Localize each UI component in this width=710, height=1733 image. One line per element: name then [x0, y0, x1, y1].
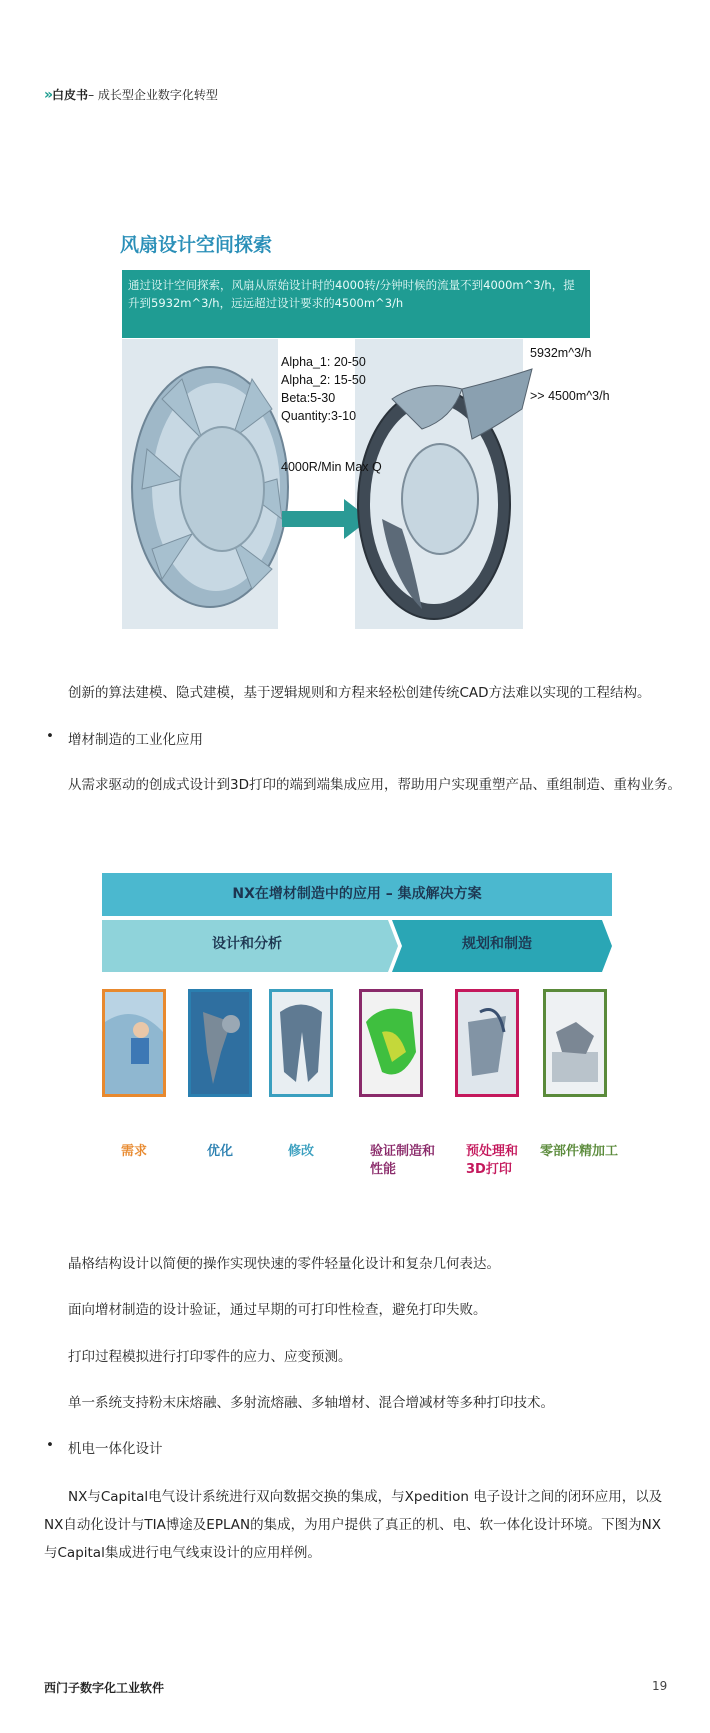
stage-label-optimize: 优化 — [206, 1144, 233, 1159]
chevron-right-icon: » — [44, 86, 51, 103]
param-beta: Beta:5-30 — [281, 391, 336, 405]
print-bed-icon — [458, 992, 516, 1094]
paragraph-6: 单一系统支持粉末床熔融、多射流熔融、多轴增材、混合增减材等多种打印技术。 — [68, 1395, 554, 1411]
paragraph-2: 从需求驱动的创成式设计到3D打印的端到端集成应用，帮助用户实现重塑产品、重组制造、重构业务。 — [68, 777, 681, 793]
stage-label-validate: 验证制造和性能 — [370, 1144, 436, 1177]
stage-label-modify: 修改 — [287, 1144, 314, 1159]
stage-label-requirement: 需求 — [120, 1144, 147, 1159]
header-bold: 白皮书 — [52, 88, 89, 102]
stage-thumb-finish — [543, 989, 607, 1097]
figure2-title: NX在增材制造中的应用 – 集成解决方案 — [102, 873, 612, 916]
lattice-part-icon — [272, 992, 330, 1094]
stage-label-print: 预处理和3D打印 — [466, 1144, 519, 1177]
bullet-dot-icon: • — [46, 1437, 54, 1453]
step-design-analysis: 设计和分析 — [212, 936, 282, 952]
stage-thumb-modify — [269, 989, 333, 1097]
param-quantity: Quantity:3-10 — [281, 409, 357, 423]
target-flow: >> 4500m^3/h — [530, 389, 610, 403]
bullet-dot-icon: • — [46, 728, 54, 744]
simulation-part-icon — [362, 992, 420, 1094]
stage-thumb-requirement — [102, 989, 166, 1097]
machining-icon — [546, 992, 604, 1094]
bullet-mechatronics — [46, 1437, 163, 1457]
paragraph-7: NX与Capital电气设计系统进行双向数据交换的集成，与Xpedition 电子设计之间的闭环应用，以及NX自动化设计与TIA博途及EPLAN的集成，为用户提供了真正的机、电、软一体化设计环境。下图为NX与Capital集成进行电气线束设计的应用样例。 — [44, 1489, 663, 1561]
bullet-mechatronics-text: 机电一体化设计 — [68, 1441, 163, 1457]
result-flow: 5932m^3/h — [530, 346, 592, 360]
bullet-additive — [46, 728, 203, 748]
stage-thumb-validate — [359, 989, 423, 1097]
figure1-title: 风扇设计空间探索 — [120, 234, 273, 256]
stage-label-finish: 零部件精加工 — [540, 1144, 619, 1159]
param-list — [281, 353, 366, 425]
speed-label: 4000R/Min Max Q — [281, 460, 382, 474]
stage-thumb-print — [455, 989, 519, 1097]
paragraph-5: 打印过程模拟进行打印零件的应力、应变预测。 — [68, 1349, 352, 1365]
figure1-banner: 通过设计空间探索，风扇从原始设计时的4000转/分钟时候的流量不到4000m^3/h，提升到5932m^3/h，远远超过设计要求的4500m^3/h — [122, 270, 590, 338]
bullet-additive-text: 增材制造的工业化应用 — [68, 732, 203, 748]
optimized-fan-icon — [358, 369, 532, 619]
paragraph-3: 晶格结构设计以简便的操作实现快速的零件轻量化设计和复杂几何表达。 — [68, 1256, 500, 1272]
paragraph-1: 创新的算法建模、隐式建模，基于逻辑规则和方程来轻松创建传统CAD方法难以实现的工程结构。 — [68, 685, 651, 701]
page-number: 19 — [652, 1679, 668, 1693]
page-header — [44, 86, 218, 103]
arrow-right-icon — [282, 499, 370, 539]
footer-company: 西门子数字化工业软件 — [44, 1681, 165, 1695]
step-planning-manufacturing: 规划和制造 — [462, 936, 532, 952]
person-car-icon — [105, 992, 163, 1094]
param-alpha1: Alpha_1: 20-50 — [281, 355, 366, 369]
param-alpha2: Alpha_2: 15-50 — [281, 373, 366, 387]
header-subtitle: – 成长型企业数字化转型 — [88, 88, 218, 102]
bracket-part-icon — [191, 992, 249, 1094]
original-fan-icon — [132, 367, 288, 607]
paragraph-4: 面向增材制造的设计验证，通过早期的可打印性检查，避免打印失败。 — [68, 1302, 487, 1318]
stage-thumb-optimize — [188, 989, 252, 1097]
